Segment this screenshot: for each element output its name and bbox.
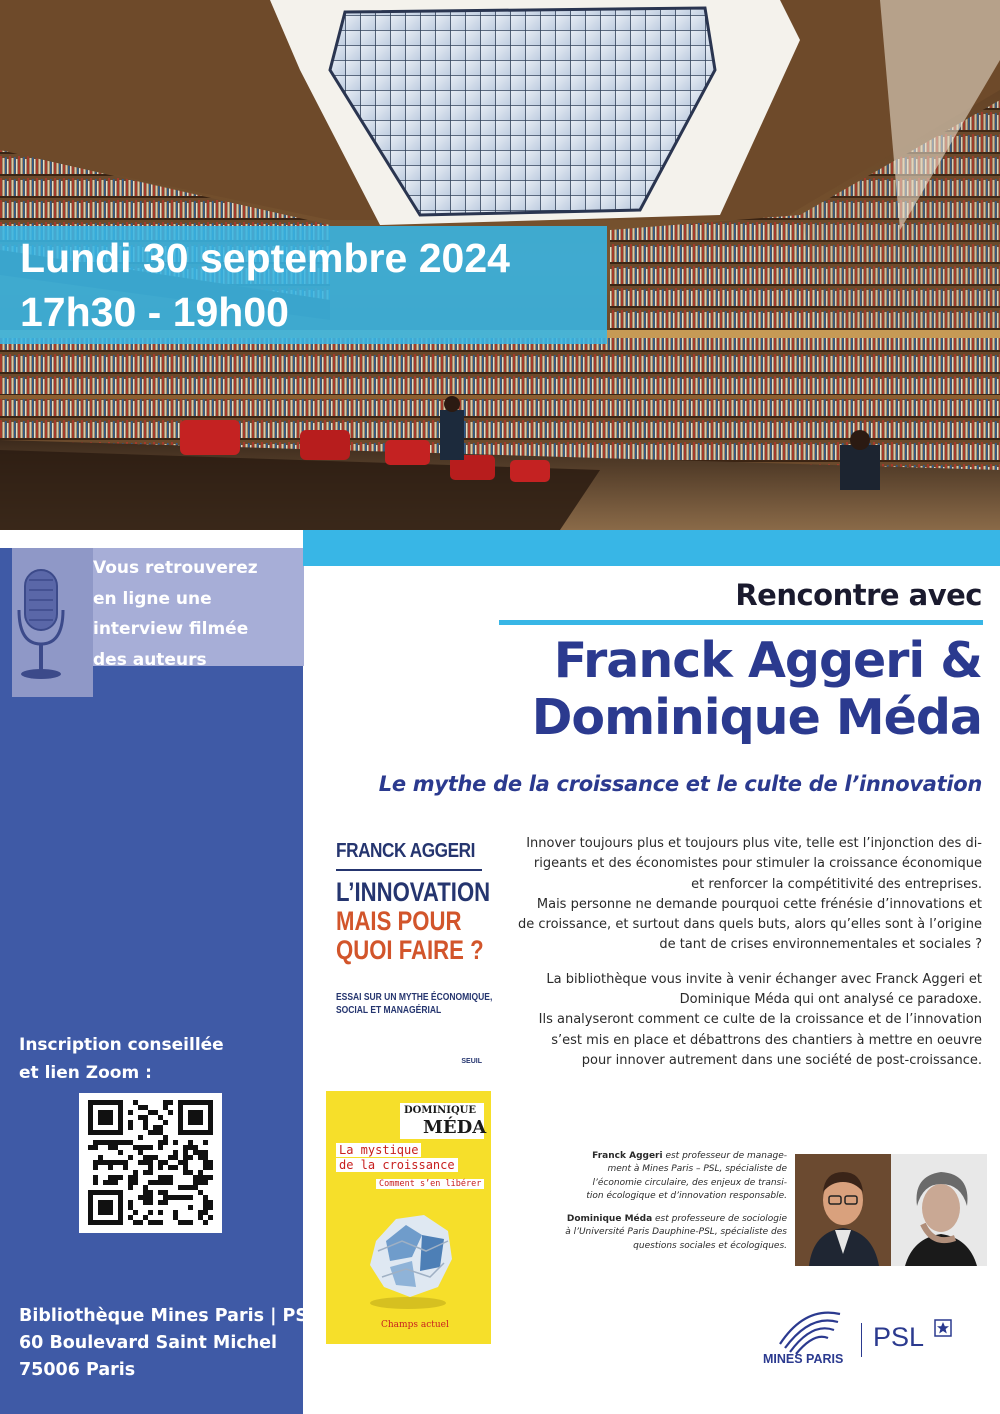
book2-tagline: Comment s’en libérer (376, 1179, 484, 1189)
speakers-title (532, 632, 982, 746)
description-line: de croissance, et surtout dans quels buts, alors qu’elles sont à l’origine (518, 917, 982, 933)
description-line: Dominique Méda qui ont analysé ce paradoxe. (679, 992, 982, 1008)
psl-star-icon (935, 1320, 951, 1336)
bio-line (547, 1240, 787, 1253)
book1-subtitle-line: ESSAI SUR UN MYTHE ÉCONOMIQUE, (336, 992, 493, 1003)
microphone-panel (12, 548, 93, 697)
book1-title-line: L’INNOVATION (336, 877, 491, 907)
logo-separator (861, 1323, 862, 1357)
description-line: s’est mis en place et débattrons des chantiers à mettre en oeuvre (551, 1032, 982, 1048)
description-line: Innover toujours plus et toujours plus vite, telle est l’injonction des di- (526, 836, 982, 851)
book1-title-line: MAIS POUR (336, 906, 462, 936)
bio-gap (547, 1203, 787, 1213)
bio-line (547, 1177, 787, 1190)
accent-stripe (303, 530, 1000, 566)
venue-line: 75006 Paris (19, 1360, 136, 1380)
event-time: 17h30 - 19h00 (20, 289, 289, 335)
book1-title-line: QUOI FAIRE ? (336, 935, 484, 965)
book-cover-meda (326, 1091, 491, 1344)
book2-publisher: Champs actuel (381, 1320, 449, 1330)
interview-note-line: des auteurs (93, 649, 207, 670)
description-line: et renforcer la compétitivité des entreprises. (691, 876, 982, 892)
description-line: rigeants et des économistes pour stimuler la croissance économique (533, 856, 982, 872)
interview-note-line: en ligne une (93, 588, 212, 609)
bio-text: à l’Université Paris Dauphine-PSL, spécialiste des (565, 1227, 787, 1238)
mines-paris-label: MINES PARIS (763, 1352, 844, 1366)
book1-author: FRANCK AGGERI (336, 840, 476, 862)
book1-subtitle-line: SOCIAL ET MANAGÉRIAL (336, 1005, 442, 1016)
bio-line (547, 1150, 787, 1163)
event-date: Lundi 30 septembre 2024 (20, 235, 510, 281)
bio-text: tion écologique et d’innovation responsable. (586, 1190, 787, 1201)
qr-code[interactable] (79, 1093, 222, 1233)
description-line: pour innover autrement dans une société de post-croissance. (581, 1052, 982, 1068)
bio-text: questions sociales et écologiques. (633, 1240, 787, 1251)
book1-publisher: SEUIL (461, 1058, 482, 1065)
speaker-line: Franck Aggeri & (553, 632, 982, 689)
bio-line (547, 1190, 787, 1203)
book1-rule (336, 869, 482, 871)
interview-note-line: Vous retrouverez (93, 558, 258, 578)
book2-title-line: La mystique (336, 1143, 421, 1157)
venue-address (19, 1303, 319, 1384)
registration-line: Inscription conseillée (19, 1035, 224, 1055)
psl-label: PSL (873, 1322, 925, 1352)
registration-line: et lien Zoom : (19, 1063, 152, 1083)
bio-text: est professeur de manage- (662, 1151, 787, 1161)
registration-label (19, 1031, 224, 1087)
book1-title (336, 878, 490, 965)
bio-line (547, 1213, 787, 1226)
book2-author-last: MÉDA (423, 1117, 487, 1138)
bio-name-meda: Dominique Méda (566, 1214, 653, 1225)
venue-line: Bibliothèque Mines Paris | PSL (19, 1306, 320, 1326)
bio-text: l’économie circulaire, des enjeux de transi- (592, 1177, 787, 1188)
kicker-rule (499, 620, 983, 625)
book1-subtitle (336, 991, 492, 1017)
interview-note-line: interview filmée (93, 619, 249, 639)
description-line: de tant de crises environnementales et sociales ? (659, 937, 982, 953)
venue-line: 60 Boulevard Saint Michel (19, 1333, 278, 1353)
book2-author-first: DOMINIQUE (404, 1105, 477, 1116)
interview-note (93, 553, 298, 675)
bio-text: est professeure de sociologie (652, 1214, 787, 1225)
paragraph-gap (502, 956, 982, 970)
description-line: Mais personne ne demande pourquoi cette frénésie d’innovations et (536, 896, 982, 912)
bio-name-aggeri: Franck Aggeri (592, 1151, 663, 1161)
book2-title-line: de la croissance (336, 1158, 458, 1172)
kicker-heading: Rencontre avec (735, 578, 982, 612)
bio-line (547, 1163, 787, 1176)
description-line: La bibliothèque vous invite à venir échanger avec Franck Aggeri et (546, 971, 982, 987)
bio-text: ment à Mines Paris – PSL, spécialiste de (607, 1164, 787, 1175)
author-portraits (795, 1154, 987, 1266)
microphone-icon (12, 548, 93, 697)
bio-line (547, 1226, 787, 1239)
description-line: Ils analyseront comment ce culte de la croissance et de l’innovation (538, 1012, 982, 1028)
crumpled-globe-icon (326, 1091, 491, 1344)
book-cover-aggeri (330, 836, 493, 1071)
event-description (502, 834, 982, 1071)
event-subtitle: Le mythe de la croissance et le culte de l’innovation (378, 772, 982, 796)
speaker-line: Dominique Méda (531, 689, 982, 746)
author-bios (547, 1150, 787, 1253)
qr-code-icon (79, 1093, 222, 1233)
